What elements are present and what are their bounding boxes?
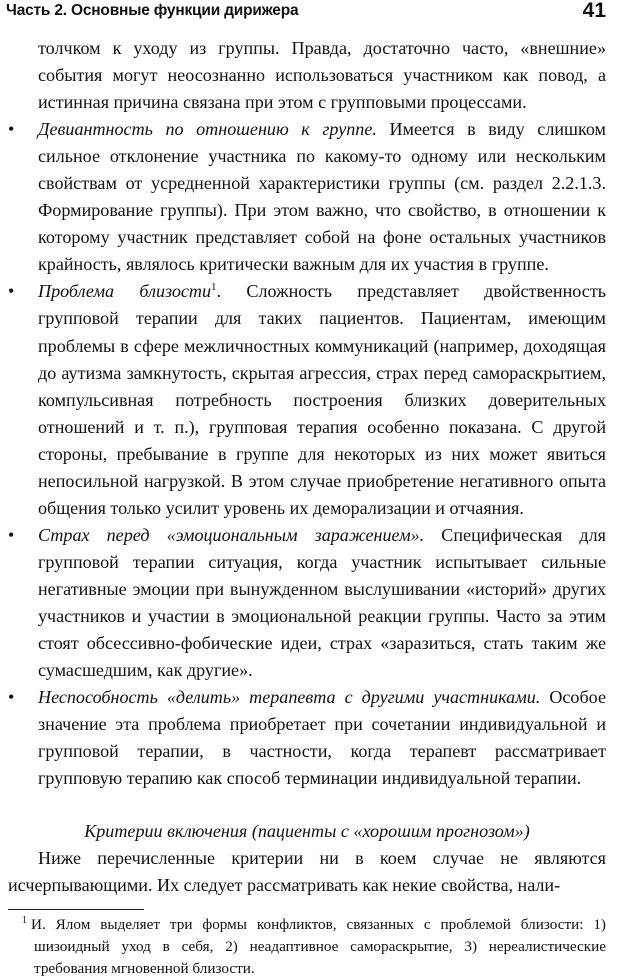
bullet-icon: • <box>8 119 15 140</box>
bullet-icon: • <box>8 281 15 302</box>
paragraph: Ниже перечисленные критерии ни в коем случае не являются исчерпывающими. Их следует рассматривать как некие свойства, нали- <box>8 848 606 896</box>
footnote <box>8 914 606 979</box>
list-item-term: Страх перед «эмоциональным заражением». <box>38 524 425 545</box>
section-subheading: Критерии включения (пациенты с «хорошим прогнозом») <box>84 821 530 842</box>
list-item <box>8 522 606 684</box>
list-item-term: Неспособность «делить» терапевта с другими участниками. <box>38 687 541 708</box>
list-item-term: Проблема близости <box>38 281 212 302</box>
list-item <box>8 278 606 521</box>
list-item-text: . Сложность представляет двойственность групповой терапии для таких пациентов. Пациентам, имеющим проблемы в сфере межличностных коммуникаций (например, доходящая до аутизма замкнутость, скрытая агрессия, страх перед самораскрытием, компульсивная потребность построения близких доверительных отношений и т. п.), групповая терапия особенно показана. С другой стороны, пребывание в группе для некоторых из них может явиться непосильной нагрузкой. В этом случае приобретение негативного опыта общения только усилит уровень их деморализации и отчаяния. <box>38 281 606 518</box>
paragraph-continuation: толчком к уходу из группы. Правда, достаточно часто, «внешние» события могут неосознанно использоваться участником как повод, а истинная причина связана при этом с групповыми процессами. <box>38 38 606 113</box>
list-item-text: Имеется в виду слишком сильное отклонение участника по какому-то одному или нескольким свойствам от усредненной характеристики группы (см. раздел 2.2.1.3. Формирование группы). При этом важно, что свойство, в отношении к которому участник представляет собой на фоне остальных участников крайность, являлось критически важным для их участия в группе. <box>38 119 606 275</box>
footnote-divider <box>8 909 144 910</box>
main-text <box>8 35 606 899</box>
footnote-text: И. Ялом выделяет три формы конфликтов, связанных с проблемой близости: 1) шизоидный уход в себя, 2) неадаптивное самораскрытие, 3) нереалистические требования мгновенной близости. <box>31 916 606 977</box>
footnote-reference[interactable]: 1 <box>211 281 217 294</box>
running-header <box>6 0 606 32</box>
footnote-marker: 1 <box>22 914 27 926</box>
bullet-icon: • <box>8 687 15 708</box>
list-item-text: Особое значение эта проблема приобретает при сочетании индивидуальной и групповой терапии, в частности, когда терапевт рассматривает групповую терапию как способ терминации индивидуальной терапии. <box>38 687 606 789</box>
page-number: 41 <box>582 0 606 22</box>
list-item <box>8 116 606 278</box>
list-item-term: Девиантность по отношению к группе. <box>38 119 377 140</box>
list-item <box>8 684 606 792</box>
chapter-title: Часть 2. Основные функции дирижера <box>6 2 299 19</box>
bullet-icon: • <box>8 524 15 545</box>
list-item-text: Специфическая для групповой терапии ситуация, когда участник испытывает сильные негативные эмоции при вынужденном выслушивании «историй» других участников и участии в эмоциональной реакции группы. Часто за этим стоят обсессивно-фобические идеи, страх «заразиться, стать таким же сумасшедшим, как другие». <box>38 524 606 681</box>
